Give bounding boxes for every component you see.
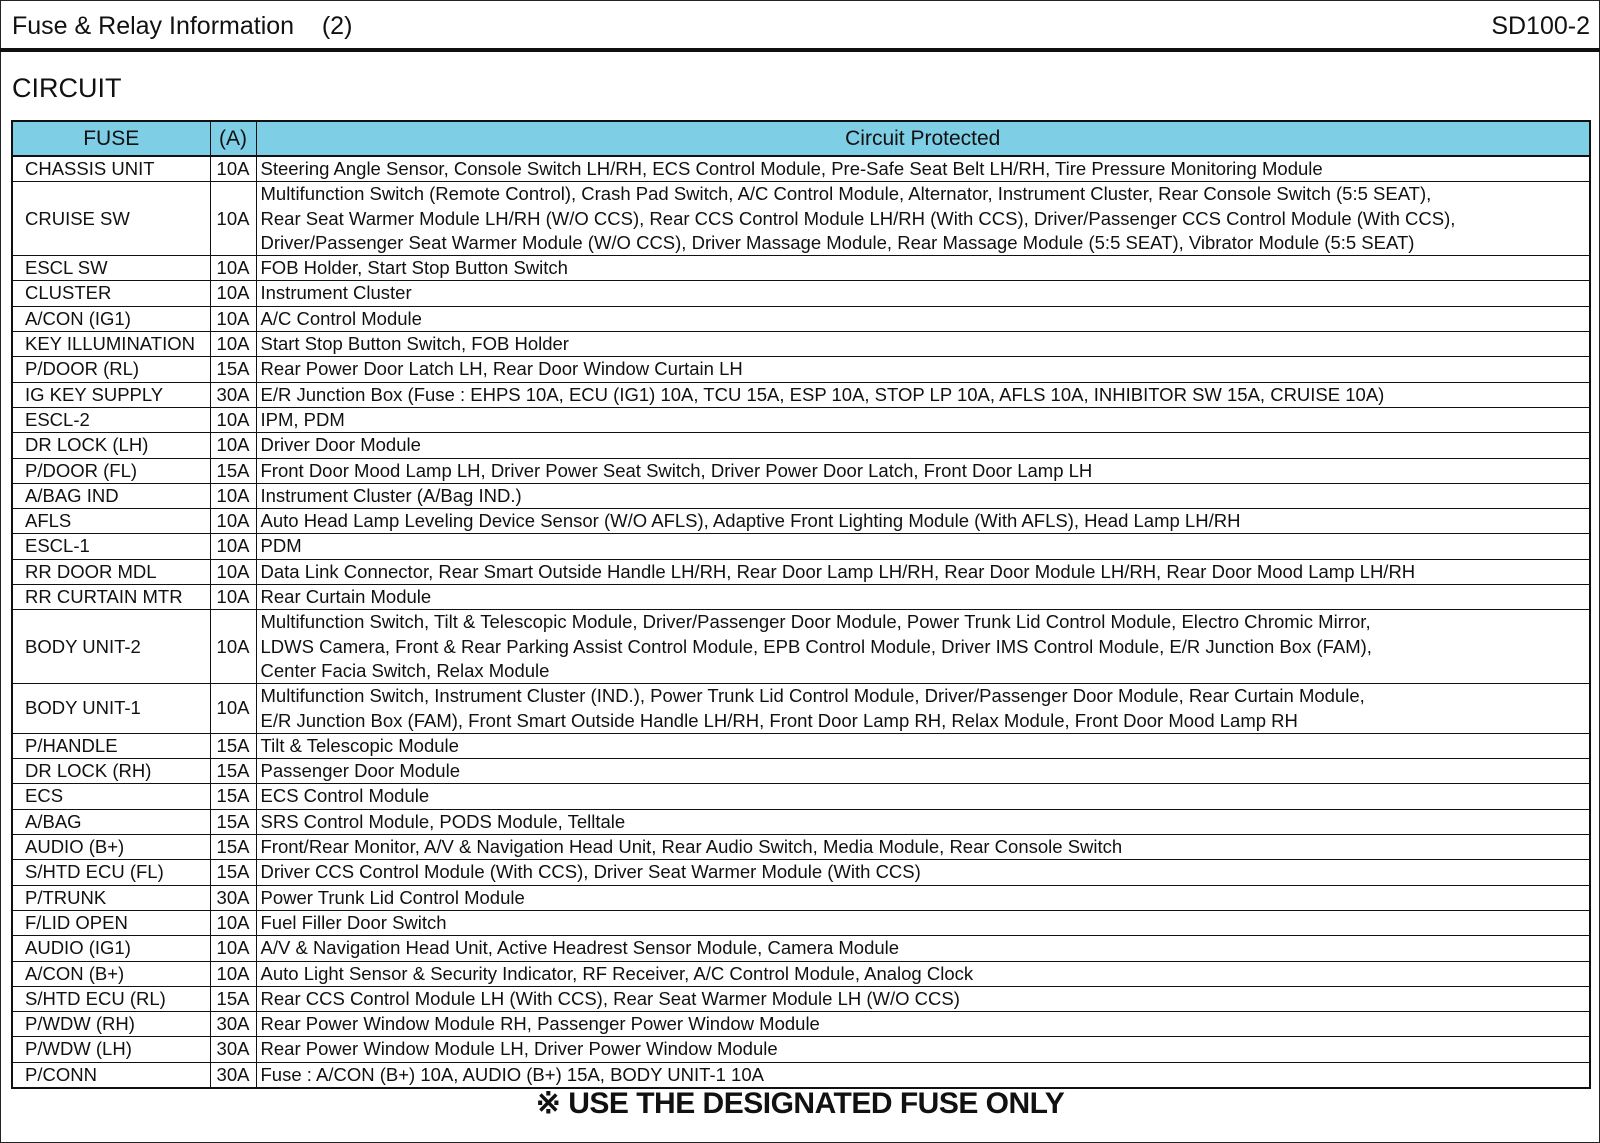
fuse-name-cell: ESCL-2 bbox=[12, 407, 210, 432]
table-row bbox=[12, 784, 1590, 809]
circuit-protected-cell: Multifunction Switch, Tilt & Telescopic Module, Driver/Passenger Door Module, Power Trunk Lid Control Module, Electro Chromic Mirror, LDWS Camera, Front & Rear Parking Assist Control Module, EPB Control Module, Driver IMS Control Module, E/R Junction Box (FAM), Center Facia Switch, Relax Module bbox=[256, 610, 1590, 684]
table-row bbox=[12, 860, 1590, 885]
amperage-cell: 10A bbox=[210, 936, 256, 961]
table-row bbox=[12, 483, 1590, 508]
fuse-name-cell: CRUISE SW bbox=[12, 182, 210, 256]
designated-fuse-warning: ※ USE THE DESIGNATED FUSE ONLY bbox=[535, 1087, 1065, 1120]
fuse-name-cell: A/CON (B+) bbox=[12, 961, 210, 986]
fuse-name-cell: S/HTD ECU (RL) bbox=[12, 986, 210, 1011]
column-header-amperage: (A) bbox=[210, 121, 256, 156]
amperage-cell: 15A bbox=[210, 784, 256, 809]
fuse-name-cell: AUDIO (IG1) bbox=[12, 936, 210, 961]
table-row bbox=[12, 306, 1590, 331]
fuse-name-cell: BODY UNIT-1 bbox=[12, 684, 210, 734]
circuit-protected-cell: Fuel Filler Door Switch bbox=[256, 910, 1590, 935]
table-row bbox=[12, 407, 1590, 432]
circuit-protected-cell: Rear Power Window Module RH, Passenger Power Window Module bbox=[256, 1012, 1590, 1037]
circuit-protected-cell: Start Stop Button Switch, FOB Holder bbox=[256, 332, 1590, 357]
circuit-protected-cell: A/C Control Module bbox=[256, 306, 1590, 331]
fuse-name-cell: P/HANDLE bbox=[12, 733, 210, 758]
fuse-name-cell: BODY UNIT-2 bbox=[12, 610, 210, 684]
amperage-cell: 10A bbox=[210, 281, 256, 306]
table-row bbox=[12, 684, 1590, 734]
amperage-cell: 15A bbox=[210, 986, 256, 1011]
fuse-name-cell: IG KEY SUPPLY bbox=[12, 382, 210, 407]
table-row bbox=[12, 182, 1590, 256]
amperage-cell: 30A bbox=[210, 1062, 256, 1088]
fuse-name-cell: RR CURTAIN MTR bbox=[12, 585, 210, 610]
circuit-protected-cell: Driver CCS Control Module (With CCS), Driver Seat Warmer Module (With CCS) bbox=[256, 860, 1590, 885]
fuse-name-cell: P/CONN bbox=[12, 1062, 210, 1088]
table-row bbox=[12, 382, 1590, 407]
circuit-protected-cell: Instrument Cluster (A/Bag IND.) bbox=[256, 483, 1590, 508]
fuse-name-cell: P/DOOR (FL) bbox=[12, 458, 210, 483]
table-row bbox=[12, 458, 1590, 483]
table-row bbox=[12, 256, 1590, 281]
table-row bbox=[12, 534, 1590, 559]
circuit-protected-cell: Instrument Cluster bbox=[256, 281, 1590, 306]
circuit-protected-cell: Front Door Mood Lamp LH, Driver Power Seat Switch, Driver Power Door Latch, Front Door Lamp LH bbox=[256, 458, 1590, 483]
amperage-cell: 15A bbox=[210, 733, 256, 758]
circuit-protected-cell: Data Link Connector, Rear Smart Outside Handle LH/RH, Rear Door Lamp LH/RH, Rear Door Module LH/RH, Rear Door Mood Lamp LH/RH bbox=[256, 559, 1590, 584]
amperage-cell: 10A bbox=[210, 610, 256, 684]
amperage-cell: 10A bbox=[210, 306, 256, 331]
fuse-name-cell: RR DOOR MDL bbox=[12, 559, 210, 584]
amperage-cell: 15A bbox=[210, 759, 256, 784]
table-row bbox=[12, 1012, 1590, 1037]
circuit-protected-cell: Rear Power Door Latch LH, Rear Door Window Curtain LH bbox=[256, 357, 1590, 382]
section-title: CIRCUIT bbox=[12, 73, 122, 103]
fuse-name-cell: AUDIO (B+) bbox=[12, 835, 210, 860]
table-body bbox=[12, 156, 1590, 1088]
circuit-protected-cell: E/R Junction Box (Fuse : EHPS 10A, ECU (IG1) 10A, TCU 15A, ESP 10A, STOP LP 10A, AFLS 10A, INHIBITOR SW 15A, CRUISE 10A) bbox=[256, 382, 1590, 407]
fuse-name-cell: KEY ILLUMINATION bbox=[12, 332, 210, 357]
circuit-protected-cell: Fuse : A/CON (B+) 10A, AUDIO (B+) 15A, BODY UNIT-1 10A bbox=[256, 1062, 1590, 1088]
table-row bbox=[12, 156, 1590, 182]
table-row bbox=[12, 585, 1590, 610]
table-row bbox=[12, 733, 1590, 758]
table-row bbox=[12, 910, 1590, 935]
amperage-cell: 10A bbox=[210, 407, 256, 432]
page-title: Fuse & Relay Information (2) bbox=[12, 12, 353, 40]
document-code: SD100-2 bbox=[1491, 12, 1590, 40]
fuse-name-cell: A/BAG IND bbox=[12, 483, 210, 508]
amperage-cell: 30A bbox=[210, 1037, 256, 1062]
fuse-name-cell: AFLS bbox=[12, 509, 210, 534]
amperage-cell: 10A bbox=[210, 585, 256, 610]
table-row bbox=[12, 1037, 1590, 1062]
header-divider bbox=[0, 48, 1600, 52]
fuse-name-cell: ECS bbox=[12, 784, 210, 809]
column-header-circuit: Circuit Protected bbox=[256, 121, 1590, 156]
fuse-name-cell: CLUSTER bbox=[12, 281, 210, 306]
amperage-cell: 10A bbox=[210, 332, 256, 357]
amperage-cell: 10A bbox=[210, 182, 256, 256]
amperage-cell: 15A bbox=[210, 835, 256, 860]
fuse-name-cell: P/WDW (RH) bbox=[12, 1012, 210, 1037]
table-row bbox=[12, 509, 1590, 534]
circuit-protected-cell: Multifunction Switch, Instrument Cluster (IND.), Power Trunk Lid Control Module, Driver/Passenger Door Module, Rear Curtain Module, E/R Junction Box (FAM), Front Smart Outside Handle LH/RH, Front Door Lamp RH, Relax Module, Front Door Mood Lamp RH bbox=[256, 684, 1590, 734]
fuse-name-cell: F/LID OPEN bbox=[12, 910, 210, 935]
amperage-cell: 10A bbox=[210, 684, 256, 734]
table-row bbox=[12, 559, 1590, 584]
table-row bbox=[12, 809, 1590, 834]
page-header bbox=[0, 0, 1600, 50]
circuit-protected-cell: ECS Control Module bbox=[256, 784, 1590, 809]
table-row bbox=[12, 281, 1590, 306]
amperage-cell: 10A bbox=[210, 433, 256, 458]
amperage-cell: 10A bbox=[210, 961, 256, 986]
circuit-protected-cell: SRS Control Module, PODS Module, Telltale bbox=[256, 809, 1590, 834]
table-row bbox=[12, 433, 1590, 458]
column-header-fuse: FUSE bbox=[12, 121, 210, 156]
fuse-name-cell: P/TRUNK bbox=[12, 885, 210, 910]
circuit-protected-cell: A/V & Navigation Head Unit, Active Headrest Sensor Module, Camera Module bbox=[256, 936, 1590, 961]
amperage-cell: 15A bbox=[210, 357, 256, 382]
amperage-cell: 30A bbox=[210, 885, 256, 910]
table-row bbox=[12, 961, 1590, 986]
circuit-protected-cell: Steering Angle Sensor, Console Switch LH/RH, ECS Control Module, Pre-Safe Seat Belt LH/RH, Tire Pressure Monitoring Module bbox=[256, 156, 1590, 182]
circuit-protected-cell: Front/Rear Monitor, A/V & Navigation Head Unit, Rear Audio Switch, Media Module, Rear Console Switch bbox=[256, 835, 1590, 860]
amperage-cell: 10A bbox=[210, 534, 256, 559]
table-row bbox=[12, 885, 1590, 910]
amperage-cell: 30A bbox=[210, 382, 256, 407]
table-row bbox=[12, 332, 1590, 357]
circuit-protected-cell: Power Trunk Lid Control Module bbox=[256, 885, 1590, 910]
amperage-cell: 10A bbox=[210, 256, 256, 281]
fuse-name-cell: S/HTD ECU (FL) bbox=[12, 860, 210, 885]
circuit-protected-cell: Driver Door Module bbox=[256, 433, 1590, 458]
circuit-protected-cell: Multifunction Switch (Remote Control), Crash Pad Switch, A/C Control Module, Alternator, Instrument Cluster, Rear Console Switch (5:5 SEAT), Rear Seat Warmer Module LH/RH (W/O CCS), Rear CCS Control Module LH/RH (With CCS), Driver/Passenger CCS Control Module (With CCS), Driver/Passenger Seat Warmer Module (W/O CCS), Driver Massage Module, Rear Massage Module (5:5 SEAT), Vibrator Module (5:5 SEAT) bbox=[256, 182, 1590, 256]
amperage-cell: 15A bbox=[210, 809, 256, 834]
circuit-protected-cell: Rear Curtain Module bbox=[256, 585, 1590, 610]
circuit-protected-cell: PDM bbox=[256, 534, 1590, 559]
circuit-protected-cell: Auto Head Lamp Leveling Device Sensor (W/O AFLS), Adaptive Front Lighting Module (With AFLS), Head Lamp LH/RH bbox=[256, 509, 1590, 534]
fuse-name-cell: P/DOOR (RL) bbox=[12, 357, 210, 382]
fuse-name-cell: A/BAG bbox=[12, 809, 210, 834]
fuse-name-cell: DR LOCK (RH) bbox=[12, 759, 210, 784]
table-row bbox=[12, 1062, 1590, 1088]
fuse-table bbox=[11, 120, 1591, 1089]
amperage-cell: 15A bbox=[210, 458, 256, 483]
table-row bbox=[12, 986, 1590, 1011]
amperage-cell: 10A bbox=[210, 559, 256, 584]
circuit-protected-cell: Tilt & Telescopic Module bbox=[256, 733, 1590, 758]
circuit-protected-cell: IPM, PDM bbox=[256, 407, 1590, 432]
amperage-cell: 30A bbox=[210, 1012, 256, 1037]
circuit-protected-cell: Auto Light Sensor & Security Indicator, RF Receiver, A/C Control Module, Analog Clock bbox=[256, 961, 1590, 986]
table-row bbox=[12, 357, 1590, 382]
circuit-protected-cell: Rear Power Window Module LH, Driver Power Window Module bbox=[256, 1037, 1590, 1062]
table-row bbox=[12, 610, 1590, 684]
table-row bbox=[12, 936, 1590, 961]
amperage-cell: 10A bbox=[210, 483, 256, 508]
table-row bbox=[12, 759, 1590, 784]
amperage-cell: 15A bbox=[210, 860, 256, 885]
amperage-cell: 10A bbox=[210, 910, 256, 935]
fuse-name-cell: P/WDW (LH) bbox=[12, 1037, 210, 1062]
circuit-protected-cell: Rear CCS Control Module LH (With CCS), Rear Seat Warmer Module LH (W/O CCS) bbox=[256, 986, 1590, 1011]
circuit-protected-cell: Passenger Door Module bbox=[256, 759, 1590, 784]
fuse-name-cell: A/CON (IG1) bbox=[12, 306, 210, 331]
amperage-cell: 10A bbox=[210, 156, 256, 182]
table-row bbox=[12, 835, 1590, 860]
fuse-name-cell: ESCL SW bbox=[12, 256, 210, 281]
table-header-row bbox=[12, 121, 1590, 156]
fuse-name-cell: CHASSIS UNIT bbox=[12, 156, 210, 182]
fuse-name-cell: DR LOCK (LH) bbox=[12, 433, 210, 458]
amperage-cell: 10A bbox=[210, 509, 256, 534]
circuit-protected-cell: FOB Holder, Start Stop Button Switch bbox=[256, 256, 1590, 281]
fuse-name-cell: ESCL-1 bbox=[12, 534, 210, 559]
